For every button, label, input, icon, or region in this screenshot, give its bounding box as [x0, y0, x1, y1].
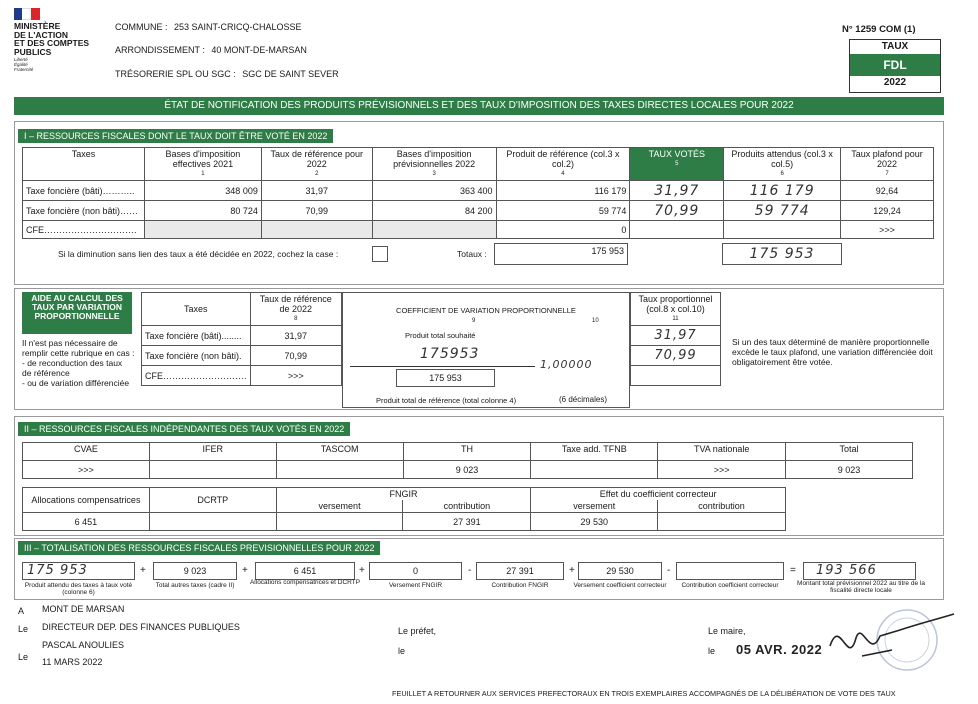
base2022-cell — [372, 221, 496, 239]
minus-sign: - — [667, 565, 671, 576]
section1-title: I – RESSOURCES FISCALES DONT LE TAUX DOIT ÊTRE VOTÉ EN 2022 — [18, 129, 333, 143]
value-cell — [658, 513, 786, 531]
totaux-label: Totaux : — [457, 249, 487, 259]
main-title: ÉTAT DE NOTIFICATION DES PRODUITS PRÉVISIONNELS ET DES TAUX D'IMPOSITION DES TAXES DIRECTES LOCALES POUR 2022 — [14, 97, 944, 115]
section2-table-2 — [22, 487, 786, 531]
arrondissement-value: 40 MONT-DE-MARSAN — [211, 45, 307, 55]
footer-a-label: A — [18, 606, 25, 616]
total-produit-attendu[interactable]: 175 953 — [722, 243, 842, 265]
taux-prop-input[interactable]: 31,97 — [631, 326, 721, 346]
taux-ref-cell — [261, 221, 372, 239]
col-header-taux-votes: TAUX VOTÉS 5 — [630, 148, 724, 181]
table-row — [23, 221, 934, 239]
minus-sign: - — [468, 565, 472, 576]
footer-name: PASCAL ANOULIES — [42, 640, 125, 650]
total-item-label: Allocations compensatrices et DCRTP — [249, 579, 361, 586]
tresorerie-line — [115, 69, 339, 79]
taux-prop-table — [630, 292, 721, 386]
coef-num-9: 9 — [472, 318, 476, 324]
grand-total-label: Montant total prévisionnel 2022 au titre de la fiscalité directe locale — [797, 580, 925, 594]
plus-sign: + — [140, 565, 146, 576]
value-cell: 29 530 — [531, 513, 658, 531]
col-header: Taxes — [142, 293, 251, 326]
aide-title: AIDE AU CALCUL DES TAUX PAR VARIATION PROPORTIONNELLE — [22, 292, 132, 334]
taux-vote-input[interactable] — [630, 221, 724, 239]
taux-prop-input[interactable] — [631, 366, 721, 386]
plafond-cell: >>> — [841, 221, 934, 239]
section1-table — [22, 147, 934, 239]
base2021-cell: 348 009 — [144, 181, 261, 201]
table-row — [23, 181, 934, 201]
produit-ref-cell: 116 179 — [496, 181, 630, 201]
table-row — [142, 346, 342, 366]
plafond-cell: 92,64 — [841, 181, 934, 201]
ministry-line: ET DES COMPTES — [14, 38, 90, 48]
table-row — [23, 201, 934, 221]
tax-name: Taxe foncière (bâti)........ — [142, 326, 251, 346]
col-header: TVA nationale — [658, 443, 786, 461]
produit-attendu-input[interactable]: 59 774 — [724, 201, 841, 221]
maire-label: Le maire, — [708, 626, 746, 636]
value-cell: 9 023 — [403, 461, 531, 479]
diminution-checkbox[interactable] — [372, 246, 388, 262]
produit-ref-cell: 59 774 — [496, 201, 630, 221]
tax-name: Taxe foncière (non bâti)…… — [23, 201, 145, 221]
section2-table — [22, 442, 913, 479]
marianne-logo — [14, 8, 40, 20]
taux-ref-cell: >>> — [250, 366, 341, 386]
commune-line — [115, 22, 302, 32]
motto-line: Égalité — [14, 62, 28, 67]
commune-label: COMMUNE : — [115, 22, 168, 32]
total-item-label: Contribution FNGIR — [491, 582, 549, 589]
total-item-label: Contribution coefficient correcteur — [681, 582, 779, 589]
col-header: Produit de référence (col.3 x col.2) 4 — [496, 148, 630, 181]
total-item-value: 9 023 — [153, 562, 237, 580]
sub-header: versement — [531, 500, 658, 513]
total-item-value[interactable]: 175 953 — [22, 562, 135, 580]
col-header: DCRTP — [149, 488, 276, 513]
produit-ref-box: 175 953 — [396, 369, 495, 387]
commune-value: 253 SAINT-CRICQ-CHALOSSE — [174, 22, 302, 32]
taux-ref-cell: 70,99 — [261, 201, 372, 221]
col-header: Allocations compensatrices — [23, 488, 150, 513]
col-header: Bases d'imposition effectives 2021 1 — [144, 148, 261, 181]
produit-attendu-input[interactable] — [724, 221, 841, 239]
signature-icon — [822, 606, 962, 676]
value-cell: >>> — [23, 461, 150, 479]
aide-note — [22, 338, 134, 388]
taux-vote-input[interactable]: 31,97 — [630, 181, 724, 201]
arrondissement-label: ARRONDISSEMENT : — [115, 45, 205, 55]
value-cell — [276, 461, 403, 479]
coef-num-10: 10 — [592, 318, 599, 324]
produit-souhaite-label: Produit total souhaité — [405, 331, 476, 340]
section2-title: II – RESSOURCES FISCALES INDÉPENDANTES DES TAUX VOTÉS EN 2022 — [18, 422, 350, 436]
base2022-cell: 363 400 — [372, 181, 496, 201]
aide-table — [141, 292, 342, 386]
value-cell — [149, 513, 276, 531]
total-item-value: 27 391 — [476, 562, 564, 580]
prefet-label: Le préfet, — [398, 626, 437, 636]
col-header: Taxe add. TFNB — [531, 443, 658, 461]
year-label: 2022 — [883, 77, 907, 88]
equals-sign: = — [790, 565, 796, 576]
coef-value[interactable]: 1,00000 — [540, 358, 593, 371]
note-line: - ou de variation différenciée — [22, 378, 130, 388]
stamp-seal — [877, 610, 937, 670]
col-header: Effet du coefficient correcteur — [531, 488, 786, 501]
decimales-label: (6 décimales) — [559, 395, 608, 404]
col-header: Taux de référence pour 2022 2 — [261, 148, 372, 181]
plus-sign: + — [569, 565, 575, 576]
col-header: Taux plafond pour 2022 7 — [841, 148, 934, 181]
total-item-value: 0 — [369, 562, 462, 580]
sub-header: contribution — [658, 500, 786, 513]
total-item-value: 6 451 — [255, 562, 355, 580]
taux-vote-input[interactable]: 70,99 — [630, 201, 724, 221]
table-row — [142, 326, 342, 346]
col-header: IFER — [149, 443, 276, 461]
bottom-note: FEUILLET A RETOURNER AUX SERVICES PREFECTORAUX EN TROIS EXEMPLAIRES ACCOMPAGNÉS DE LA DÉLIBÉRATION DE VOTE DES TAUX — [392, 689, 896, 698]
tresorerie-value: SGC DE SAINT SEVER — [242, 69, 339, 79]
maire-date-stamp: 05 AVR. 2022 — [736, 642, 823, 657]
base2021-cell — [144, 221, 261, 239]
ministry-line: DE L'ACTION — [14, 29, 68, 40]
total-produit-ref: 175 953 — [494, 243, 628, 265]
footer-director: DIRECTEUR DEP. DES FINANCES PUBLIQUES — [42, 622, 240, 632]
value-cell — [149, 461, 276, 479]
grand-total-value[interactable]: 193 566 — [803, 562, 916, 580]
note-line: remplir cette rubrique en cas : — [22, 348, 135, 358]
plus-sign: + — [359, 565, 365, 576]
col-header: Total — [786, 443, 913, 461]
taux-ref-cell: 70,99 — [250, 346, 341, 366]
value-cell: 6 451 — [23, 513, 150, 531]
produit-ref-label: Produit total de référence (total colonne 4) — [376, 396, 517, 405]
sub-header: versement — [276, 500, 403, 513]
taux-label: TAUX — [881, 41, 909, 52]
ministry-line: MINISTÈRE — [14, 21, 61, 31]
maire-le: le — [708, 646, 716, 656]
ministry-line: PUBLICS — [14, 46, 52, 57]
footer-le-label-2: Le — [18, 652, 29, 662]
total-item-label: Total autres taxes (cadre II) — [155, 582, 235, 589]
col-header: Taux de référence de 2022 8 — [250, 293, 341, 326]
motto-line: Fraternité — [14, 67, 34, 72]
footer-le-label: Le — [18, 624, 29, 634]
col-header: CVAE — [23, 443, 150, 461]
table-row — [142, 366, 342, 386]
col-header: TASCOM — [276, 443, 403, 461]
col-header: FNGIR — [276, 488, 531, 501]
tax-name: Taxe foncière (non bâti). — [142, 346, 251, 366]
value-cell: >>> — [658, 461, 786, 479]
note-line: Il n'est pas nécessaire de — [22, 338, 118, 348]
col-header: Bases d'imposition prévisionnelles 2022 3 — [372, 148, 496, 181]
stamp-seal-inner — [885, 618, 929, 662]
produit-souhaite-value[interactable]: 175953 — [420, 346, 480, 362]
motto-line: Liberté — [14, 57, 28, 62]
tax-name: Taxe foncière (bâti)……….. — [23, 181, 145, 201]
total-item-label: Produit attendu des taxes à taux voté (colonne 6) — [24, 582, 133, 596]
table-row — [23, 513, 786, 531]
col-header: Taux proportionnel (col.8 x col.10) 11 — [631, 293, 721, 326]
footer-date: 11 MARS 2022 — [42, 657, 103, 667]
coef-title: COEFFICIENT DE VARIATION PROPORTIONNELLE — [396, 306, 576, 315]
tresorerie-label: TRÉSORERIE SPL OU SGC : — [115, 69, 236, 79]
section3-title: III – TOTALISATION DES RESSOURCES FISCALES PREVISIONNELLES POUR 2022 — [18, 541, 380, 555]
col-header: Produits attendus (col.3 x col.5) 6 — [724, 148, 841, 181]
tax-name: CFE…………………………. — [23, 221, 145, 239]
checkbox-text: Si la diminution sans lien des taux a été décidée en 2022, cochez la case : — [58, 249, 339, 259]
taux-ref-cell: 31,97 — [261, 181, 372, 201]
value-cell: 27 391 — [403, 513, 531, 531]
fraction-line — [350, 366, 535, 367]
total-item-label: Versement FNGIR — [388, 582, 443, 589]
note-line: de référence — [22, 368, 70, 378]
total-item-label: Versement coefficient correcteur — [573, 582, 667, 589]
col-header: TH — [403, 443, 531, 461]
form-number: N° 1259 COM (1) — [842, 24, 916, 35]
note-line: - de reconduction des taux — [22, 358, 123, 368]
tax-name: CFE………………………. — [142, 366, 251, 386]
fdl-label: FDL — [850, 54, 940, 76]
footer-place: MONT DE MARSAN — [42, 604, 125, 614]
value-cell — [531, 461, 658, 479]
taux-prop-input[interactable]: 70,99 — [631, 346, 721, 366]
arrondissement-line — [115, 45, 307, 55]
ministry-block — [14, 22, 89, 72]
total-item-value: 29 530 — [578, 562, 662, 580]
produit-attendu-input[interactable]: 116 179 — [724, 181, 841, 201]
value-cell: 9 023 — [786, 461, 913, 479]
table-row — [23, 461, 913, 479]
plafond-cell: 129,24 — [841, 201, 934, 221]
value-cell — [276, 513, 403, 531]
total-item-value — [676, 562, 784, 580]
sub-header: contribution — [403, 500, 531, 513]
plus-sign: + — [242, 565, 248, 576]
taux-box — [849, 39, 941, 93]
side-note: Si un des taux déterminé de manière proportionnelle excède le taux plafond, une variation différenciée doit obligatoirement être votée. — [732, 337, 933, 367]
base2021-cell: 80 724 — [144, 201, 261, 221]
produit-ref-cell: 0 — [496, 221, 630, 239]
base2022-cell: 84 200 — [372, 201, 496, 221]
prefet-le: le — [398, 646, 406, 656]
col-header: Taxes — [23, 148, 145, 181]
taux-ref-cell: 31,97 — [250, 326, 341, 346]
